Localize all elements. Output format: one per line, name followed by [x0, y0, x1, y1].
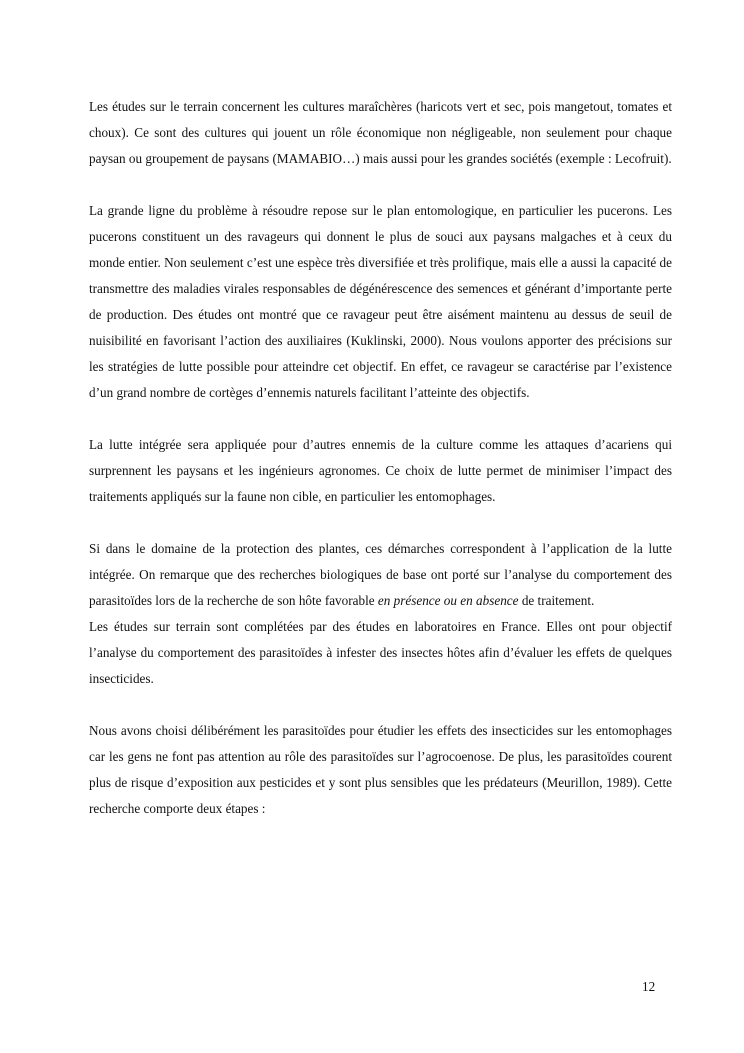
paragraph-integrated-control: La lutte intégrée sera appliquée pour d’autres ennemis de la culture comme les attaques d’acariens qui surprennent les paysans et les ingénieurs agronomes. Ce choix de lutte permet de minimiser l’impact des traitements appliqués sur la faune non cible, en particulier les entomophages. [89, 437, 672, 504]
paragraph-plant-protection-end: de traitement. [518, 593, 595, 608]
paragraph-spacer [89, 406, 672, 432]
paragraph-plant-protection-text: Si dans le domaine de la protection des plantes, ces démarches correspondent à l’application de la lutte intégrée. On remarque que des recherches biologiques de base ont porté sur l’analyse du comportement des parasitoïdes lors de la recherche de son hôte favorable [89, 541, 672, 608]
page-body [89, 94, 672, 822]
page-number: 12 [642, 979, 656, 994]
paragraph-spacer [89, 510, 672, 536]
emphasis-presence-absence: en présence ou en absence [377, 593, 519, 608]
paragraph-field-studies: Les études sur le terrain concernent les cultures maraîchères (haricots vert et sec, pois mangetout, tomates et choux). Ce sont des cultures qui jouent un rôle économique non négligeable, non seulement pour chaque paysan ou groupement de paysans (MAMABIO…) mais aussi pour les grandes sociétés (exemple : Lecofruit). [89, 99, 672, 166]
paragraph-spacer [89, 172, 672, 198]
paragraph-plant-protection [89, 536, 672, 614]
paragraph-aphid-problem: La grande ligne du problème à résoudre repose sur le plan entomologique, en particulier les pucerons. Les pucerons constituent un des ravageurs qui donnent le plus de souci aux paysans malgaches et à ceux du monde entier. Non seulement c’est une espèce très diversifiée et très prolifique, mais elle a aussi la capacité de transmettre des maladies virales responsables de dégénérescence des semences et générant d’importante perte de production. Des études ont montré que ce ravageur peut être aisément maintenu au dessus de seuil de nuisibilité en favorisant l’action des auxiliaires (Kuklinski, 2000). Nous voulons apporter des précisions sur les stratégies de lutte possible pour atteindre cet objectif. En effet, ce ravageur se caractérise par l’existence d’un grand nombre de cortèges d’ennemis naturels facilitant l’atteinte des objectifs. [89, 203, 672, 400]
paragraph-spacer [89, 692, 672, 718]
paragraph-laboratory-studies: Les études sur terrain sont complétées par des études en laboratoires en France. Elles ont pour objectif l’analyse du comportement des parasitoïdes à infester des insectes hôtes afin d’évaluer les effets de quelques insecticides. [89, 619, 672, 686]
paragraph-parasitoid-choice: Nous avons choisi délibérément les parasitoïdes pour étudier les effets des insecticides sur les entomophages car les gens ne font pas attention au rôle des parasitoïdes sur l’agrocoenose. De plus, les parasitoïdes courent plus de risque d’exposition aux pesticides et y sont plus sensibles que les prédateurs (Meurillon, 1989). Cette recherche comporte deux étapes : [89, 723, 672, 816]
